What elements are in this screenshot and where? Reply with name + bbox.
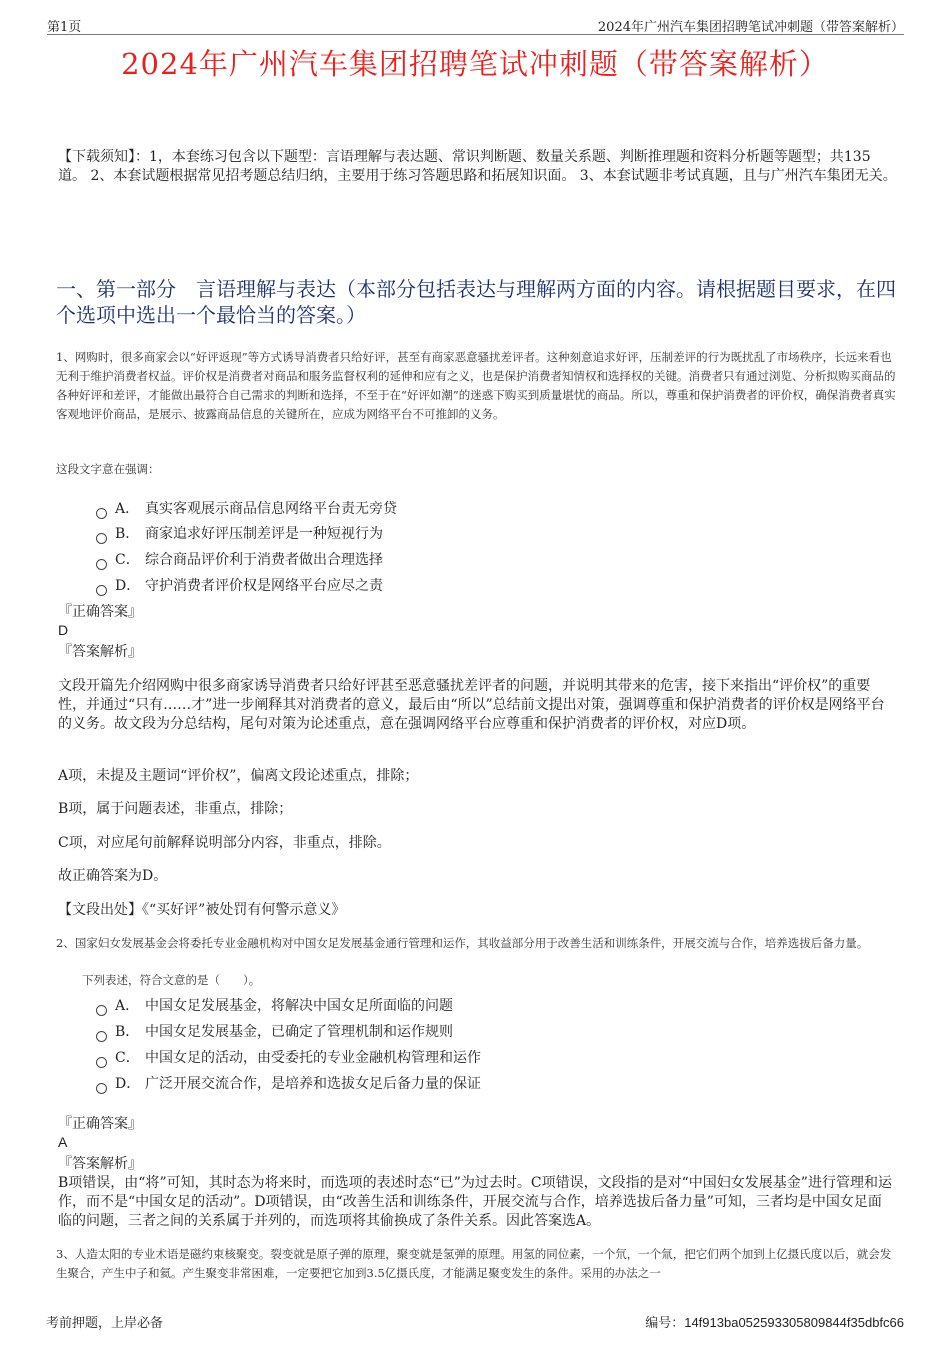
footer-code: 编号：14f913ba052593305809844f35dbfc66: [645, 1315, 904, 1331]
question-2-option-c[interactable]: C． 中国女足的活动，由受委托的专业金融机构管理和运作: [96, 1047, 481, 1067]
question-3-text: 3、人造太阳的专业术语是磁约束核聚变。裂变就是原子弹的原理，聚变就是氢弹的原理。用氢的同位素，一个氘，一个氚，把它们两个加到上亿摄氏度以后，就会发生聚合，产生中子和氦。产生聚变非常困难，一定要把它加到3.5亿摄氏度，才能满足聚变发生的条件。采用的办法之一: [56, 1247, 892, 1280]
radio-icon[interactable]: [96, 1083, 107, 1094]
radio-icon[interactable]: [96, 533, 107, 544]
question-1-option-a[interactable]: A． 真实客观展示商品信息网络平台责无旁贷: [96, 498, 397, 518]
answer-label: 『正确答案』: [58, 604, 142, 620]
section-title: 一、第一部分 言语理解与表达（本部分包括表达与理解两方面的内容。请根据题目要求，在四个选项中选出一个最恰当的答案。）: [56, 277, 896, 327]
question-1-option-b[interactable]: B． 商家追求好评压制差评是一种短视行为: [96, 523, 383, 543]
radio-icon[interactable]: [96, 559, 107, 570]
analysis-line: 故正确答案为D。: [58, 868, 168, 884]
answer-value: A: [58, 1134, 68, 1150]
question-2-prompt: 下列表述，符合文意的是（ ）。: [82, 973, 261, 987]
header-doc-title: 2024年广州汽车集团招聘笔试冲刺题（带答案解析）: [597, 20, 904, 35]
question-1-text: 1、网购时，很多商家会以“好评返现”等方式诱导消费者只给好评，甚至有商家恶意骚扰差评者。这种刻意追求好评，压制差评的行为既扰乱了市场秩序，长远来看也无利于维护消费者权益。评价权是消费者对商品和服务监督权利的延伸和应有之义，也是保护消费者知情权和选择权的关键。消费者只有通过浏览、分析拟购买商品的各种好评和差评，才能做出最符合自己需求的判断和选择，不至于在“好评如潮”的迷惑下购买到质量堪忧的商品。所以，尊重和保护消费者的评价权，确保消费者真实客观地评价商品，是展示、披露商品信息的关键所在，应成为网络平台不可推卸的义务。: [56, 350, 896, 421]
radio-icon[interactable]: [96, 508, 107, 519]
page-number: 第1页: [47, 20, 82, 35]
analysis-line: A项，未提及主题词“评价权”，偏离文段论述重点，排除；: [58, 768, 419, 784]
page-header: [47, 14, 904, 35]
footer-slogan: 考前押题，上岸必备: [46, 1316, 164, 1331]
question-2-text: 2、国家妇女发展基金会将委托专业金融机构对中国女足发展基金通行管理和运作，其收益部分用于改善生活和训练条件，开展交流与合作，培养选拔后备力量。: [56, 936, 869, 950]
analysis-line: B项，属于问题表述，非重点，排除；: [58, 801, 293, 817]
page-title: 2024年广州汽车集团招聘笔试冲刺题（带答案解析）: [121, 47, 829, 81]
question-1-option-c[interactable]: C． 综合商品评价利于消费者做出合理选择: [96, 549, 383, 569]
analysis-line: C项，对应尾句前解释说明部分内容，非重点，排除。: [58, 835, 391, 851]
radio-icon[interactable]: [96, 1057, 107, 1068]
question-1-prompt: 这段文字意在强调：: [56, 462, 160, 476]
analysis-text: B项错误，由“将”可知，其时态为将来时，而选项的表述时态“已”为过去时。C项错误，文段指的是对“中国妇女发展基金”进行管理和运作，而不是“中国女足的活动”。D项错误，由“改善生活和训练条件，开展交流与合作，培养选拔后备力量”可知，三者均是中国女足面临的问题，三者之间的关系属于并列的，而选项将其偷换成了条件关系。因此答案选A。: [58, 1175, 892, 1229]
radio-icon[interactable]: [96, 585, 107, 596]
question-2-option-d[interactable]: D． 广泛开展交流合作，是培养和选拔女足后备力量的保证: [96, 1073, 481, 1093]
download-notice: 【下载须知】：1，本套练习包含以下题型：言语理解与表达题、常识判断题、数量关系题、判断推理题和资料分析题等题型；共135道。 2、本套试题根据常见招考题总结归纳，主要用于练习答题思路和拓展知识面。 3、本套试题非考试真题，且与广州汽车集团无关。: [58, 149, 897, 184]
source-citation: 【文段出处】《“买好评”被处罚有何警示意义》: [58, 902, 346, 918]
answer-value: D: [58, 622, 69, 638]
question-2-option-a[interactable]: A． 中国女足发展基金，将解决中国女足所面临的问题: [96, 995, 453, 1015]
question-2-option-b[interactable]: B． 中国女足发展基金，已确定了管理机制和运作规则: [96, 1021, 453, 1041]
analysis-label: 『答案解析』: [58, 1156, 142, 1172]
analysis-text: 文段开篇先介绍网购中很多商家诱导消费者只给好评甚至恶意骚扰差评者的问题，并说明其带来的危害，接下来指出“评价权”的重要性，并通过“只有……才”进一步阐释其对消费者的意义，最后由“所以”总结前文提出对策，强调尊重和保护消费者的评价权是网络平台的义务。故文段为分总结构，尾句对策为论述重点，意在强调网络平台应尊重和保护消费者的评价权，对应D项。: [58, 678, 885, 732]
radio-icon[interactable]: [96, 1031, 107, 1042]
question-1-option-d[interactable]: D． 守护消费者评价权是网络平台应尽之责: [96, 575, 383, 595]
answer-label: 『正确答案』: [58, 1116, 142, 1132]
radio-icon[interactable]: [96, 1005, 107, 1016]
analysis-label: 『答案解析』: [58, 644, 142, 660]
